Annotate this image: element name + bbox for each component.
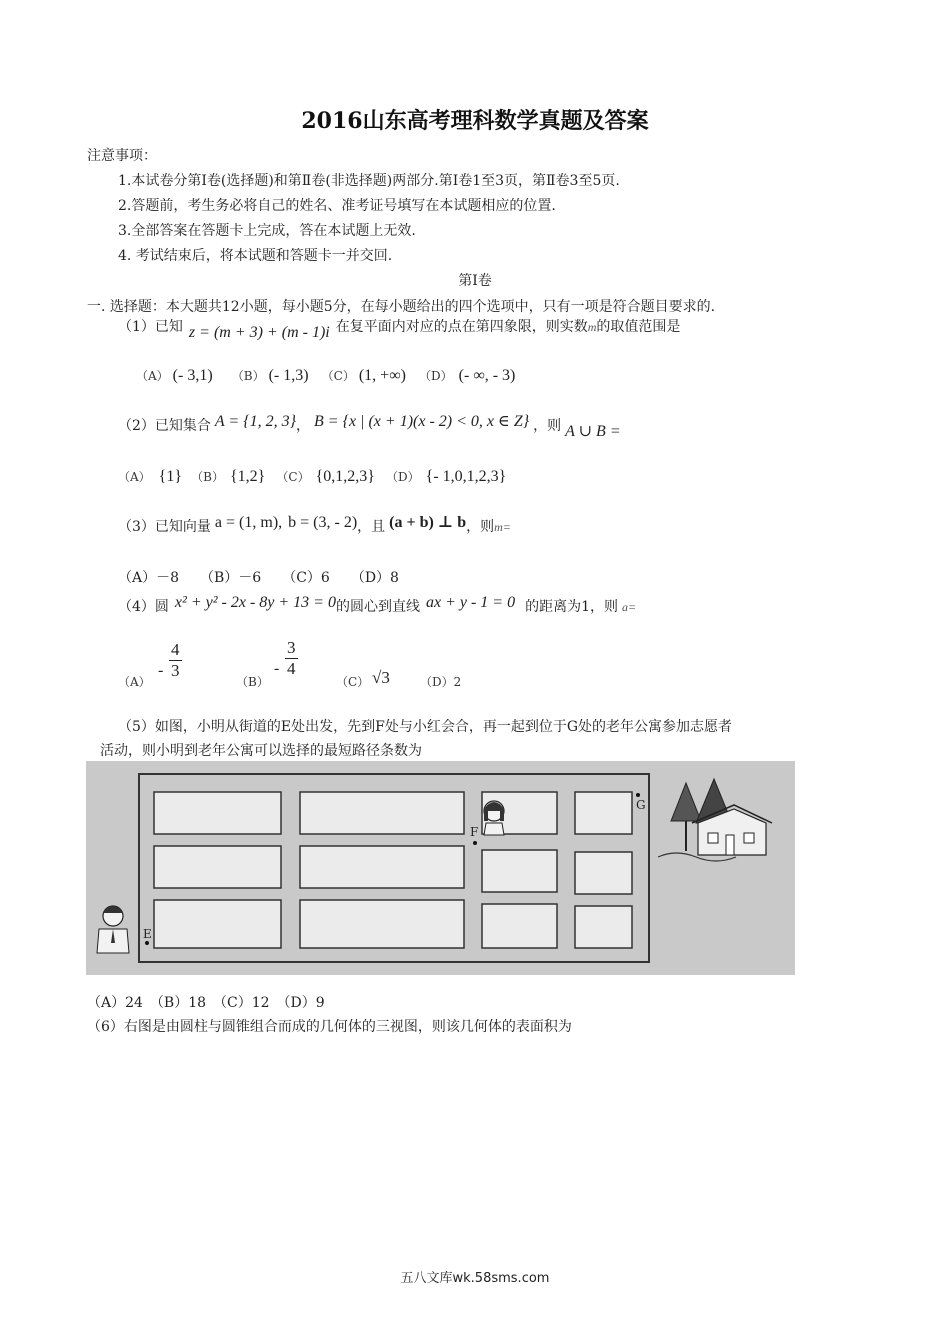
q4-label-c: （C）	[336, 675, 370, 689]
q5-options: （A）24 （B）18 （C）12 （D）9	[87, 995, 325, 1011]
q3-vector-b: b = (3, - 2)	[288, 514, 358, 531]
block	[575, 906, 632, 948]
q4-prefix: （4）圆	[118, 599, 169, 615]
q4-label-b: （B）	[236, 675, 269, 689]
block	[575, 852, 632, 894]
q1-text: 在复平面内对应的点在第四象限，则实数	[335, 319, 588, 335]
q4-option-a-denominator: 3	[171, 661, 180, 680]
street-map-svg	[86, 761, 795, 975]
q4-option-b-fraction	[285, 638, 298, 679]
q4-ask: a=	[622, 600, 637, 614]
question-6: （6）右图是由圆柱与圆锥组合而成的几何体的三视图，则该几何体的表面积为	[87, 1019, 572, 1035]
point-e-label: E	[143, 927, 152, 941]
block	[300, 846, 464, 888]
point-g-dot	[636, 793, 640, 797]
q4-mid: 的圆心到直线	[335, 599, 420, 615]
block	[482, 850, 557, 892]
q4-line-eq: ax + y - 1 = 0	[425, 594, 516, 611]
q3-prefix: （3）已知向量	[118, 519, 211, 535]
q2-options	[118, 466, 506, 486]
q1-label-b: （B）	[231, 369, 265, 383]
q4-option-d: （D）2	[420, 675, 462, 689]
volume-heading: 第Ⅰ卷	[458, 273, 492, 289]
q3-then: ，则	[466, 519, 495, 535]
q1-text-2: 的取值范围是	[596, 319, 681, 335]
q2-prefix: （2）已知集合	[118, 418, 211, 434]
point-f-dot	[473, 841, 477, 845]
q3-and: ，且	[357, 519, 386, 535]
street-map-figure	[86, 761, 795, 975]
q4-option-a-sign: -	[158, 662, 164, 679]
q2-comma: ，	[296, 418, 310, 434]
question-2	[118, 413, 621, 440]
notice-item-4: 4. 考试结束后，将本试题和答题卡一并交回.	[118, 248, 393, 264]
q2-option-b: {1,2}	[229, 468, 266, 485]
q1-label-d: （D）	[419, 369, 453, 383]
q2-label-c: （C）	[276, 470, 310, 484]
block	[154, 792, 281, 834]
q2-option-a: {1}	[158, 468, 183, 485]
notice-item-3: 3.全部答案在答题卡上完成，答在本试题上无效.	[118, 223, 416, 239]
q2-set-b: B = {x | (x + 1)(x - 2) < 0, x ∈ Z}	[314, 413, 530, 430]
q2-then: ，则	[533, 418, 562, 434]
q2-set-a: A = {1, 2, 3}	[214, 413, 296, 430]
q3-options: （A）－8 （B）－6 （C）6 （D）8	[118, 570, 399, 586]
q4-circle-eq: x² + y² - 2x - 8y + 13 = 0	[174, 594, 336, 611]
q3-perp: (a + b) ⊥ b	[389, 514, 467, 531]
q2-label-d: （D）	[386, 470, 420, 484]
q5-text-line-2: 活动，则小明到老年公寓可以选择的最短路径条数为	[100, 743, 422, 759]
q1-formula: z = (m + 3) + (m - 1)i	[188, 324, 330, 341]
q1-options	[136, 365, 515, 385]
notice-item-2: 2.答题前，考生务必将自己的姓名、准考证号填写在本试题相应的位置.	[118, 198, 556, 214]
q1-prefix: （1）已知	[118, 319, 183, 335]
block	[300, 900, 464, 948]
q1-option-b: (- 1,3)	[268, 367, 309, 384]
question-1	[118, 316, 681, 341]
q4-label-a: （A）	[118, 675, 151, 689]
question-4	[118, 596, 636, 616]
q4-option-b-sign: -	[274, 660, 280, 677]
page-title: 2016山东高考理科数学真题及答案	[301, 108, 649, 134]
footer-watermark: 五八文库wk.58sms.com	[400, 1271, 550, 1286]
block	[575, 792, 632, 834]
q1-label-c: （C）	[321, 369, 355, 383]
block	[482, 904, 557, 948]
block	[154, 900, 281, 948]
q4-option-b-numerator: 3	[287, 638, 296, 657]
q2-label-a: （A）	[118, 470, 151, 484]
q3-ask: m=	[494, 520, 511, 534]
block	[154, 846, 281, 888]
notice-item-1: 1.本试卷分第Ⅰ卷(选择题)和第Ⅱ卷(非选择题)两部分.第Ⅰ卷1至3页，第Ⅱ卷3至5页.	[118, 173, 620, 189]
point-g-label: G	[636, 798, 646, 812]
point-f-label: F	[470, 825, 479, 839]
q4-option-b-denominator: 4	[287, 659, 296, 678]
q2-option-d: {- 1,0,1,2,3}	[425, 468, 507, 485]
q2-label-b: （B）	[191, 470, 224, 484]
q5-text-line-1: （5）如图，小明从街道的E处出发，先到F处与小红会合，再一起到位于G处的老年公寓参加志愿者	[118, 719, 733, 735]
q4-option-a-fraction	[169, 640, 182, 681]
q4-option-a-numerator: 4	[171, 640, 180, 659]
question-3	[118, 516, 511, 536]
notice-heading: 注意事项：	[87, 148, 157, 164]
q1-var: m	[587, 320, 597, 334]
point-e-dot	[145, 941, 149, 945]
q1-option-d: (- ∞, - 3)	[458, 367, 516, 384]
q2-option-c: {0,1,2,3}	[315, 468, 375, 485]
girl-illustration	[484, 801, 504, 835]
q4-option-c: √3	[372, 668, 390, 687]
block	[300, 792, 464, 834]
q4-post: 的距离为1，则	[525, 599, 619, 615]
q1-option-c: (1, +∞)	[358, 367, 406, 384]
q1-label-a: （A）	[136, 369, 169, 383]
q3-vector-a: a = (1, m),	[214, 514, 283, 531]
q2-ask: A ∪ B =	[565, 423, 621, 440]
q1-option-a: (- 3,1)	[172, 367, 213, 384]
section-heading: 一. 选择题：本大题共12小题，每小题5分，在每小题给出的四个选项中，只有一项是符合题目要求的.	[87, 299, 716, 315]
